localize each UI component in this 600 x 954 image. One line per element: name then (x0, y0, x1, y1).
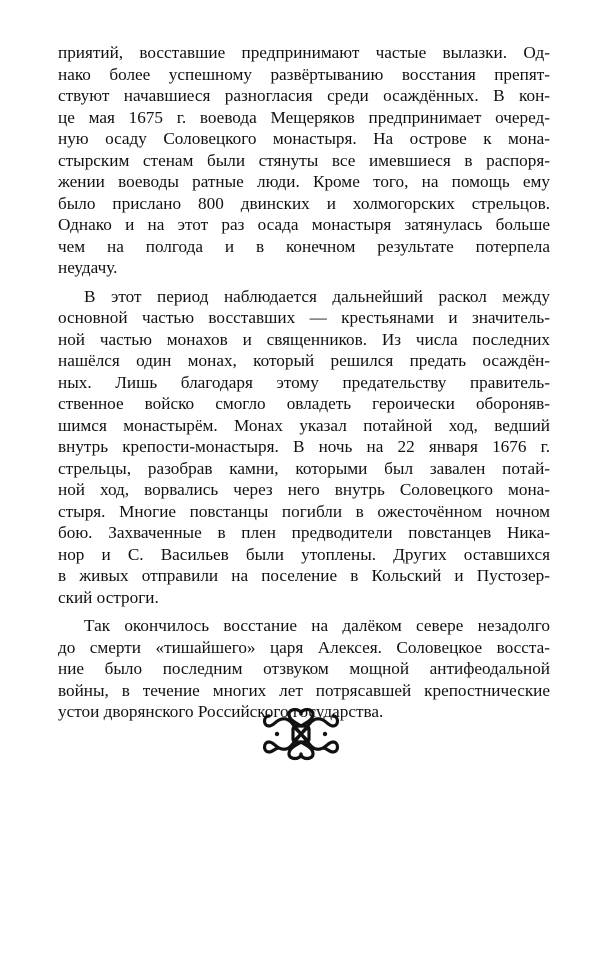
text-line: устои дворянского Российского государства. (58, 702, 384, 721)
text-line: чем на полгода и в конечном результате потерпела (58, 236, 550, 256)
text-line: стырским стенам были стянуты все имевшиеся в распоря- (58, 150, 550, 170)
text-line: нако более успешному развёртыванию восстания препят- (58, 64, 550, 84)
text-line: ной частью монахов и священников. Из числа последних (58, 329, 550, 349)
text-line: неудачу. (58, 258, 118, 277)
text-line: жении воеводы ратные люди. Кроме того, на помощь ему (58, 172, 550, 191)
text-line: в живых отправили на поселение в Кольский и Пустозер- (58, 566, 550, 585)
paragraph-gap (58, 279, 550, 286)
text-line: ных. Лишь благодаря этому предательству правитель- (58, 372, 550, 392)
text-line: до смерти «тишайшего» царя Алексея. Соловецкое восста- (58, 637, 550, 657)
text-line: Так окончилось восстание на далёком севере незадолго (84, 616, 550, 635)
text-line: нор и С. Васильев были утоплены. Других оставшихся (58, 544, 550, 564)
page-text (58, 42, 550, 723)
text-line: основной частью восставших — крестьянами и значитель- (58, 308, 550, 327)
text-line: шимся монастырём. Монах указал потайной ход, ведший (58, 415, 550, 435)
text-line: нашёлся один монах, который решился предать осаждён- (58, 351, 550, 370)
text-line: ственное войско смогло овладеть героически обороняв- (58, 394, 550, 413)
text-line: це мая 1675 г. воевода Мещеряков предпринимает очеред- (58, 107, 550, 127)
paragraph-gap (58, 608, 550, 615)
text-line: бою. Захваченные в плен предводители повстанцев Ника- (58, 523, 550, 542)
paragraph-1 (58, 42, 550, 279)
text-line: ной ход, ворвались через него внутрь Соловецкого мона- (58, 480, 550, 499)
text-line: войны, в течение многих лет потрясавшей крепостнические (58, 680, 550, 700)
text-line: Однако и на этот раз осада монастыря затянулась больше (58, 215, 550, 234)
text-line: было прислано 800 двинских и холмогорских стрельцов. (58, 193, 550, 213)
text-line: ние было последним отзвуком мощной антифеодальной (58, 659, 550, 678)
text-line: приятий, восставшие предпринимают частые вылазки. Од- (58, 43, 550, 62)
text-line: стрельцы, разобрав камни, которыми был завален потай- (58, 458, 550, 478)
text-line: ную осаду Соловецкого монастыря. На острове к мона- (58, 129, 550, 148)
paragraph-2 (58, 286, 550, 609)
text-line: стыря. Многие повстанцы погибли в ожесточённом ночном (58, 501, 550, 521)
text-line: В этот период наблюдается дальнейший раскол между (84, 286, 550, 306)
text-line: ствуют начавшиеся разногласия среди осаждённых. В кон- (58, 86, 550, 105)
text-line: внутрь крепости-монастыря. В ночь на 22 января 1676 г. (58, 437, 550, 456)
celtic-knot-ornament-icon (259, 706, 343, 762)
text-line: ский остроги. (58, 587, 159, 607)
